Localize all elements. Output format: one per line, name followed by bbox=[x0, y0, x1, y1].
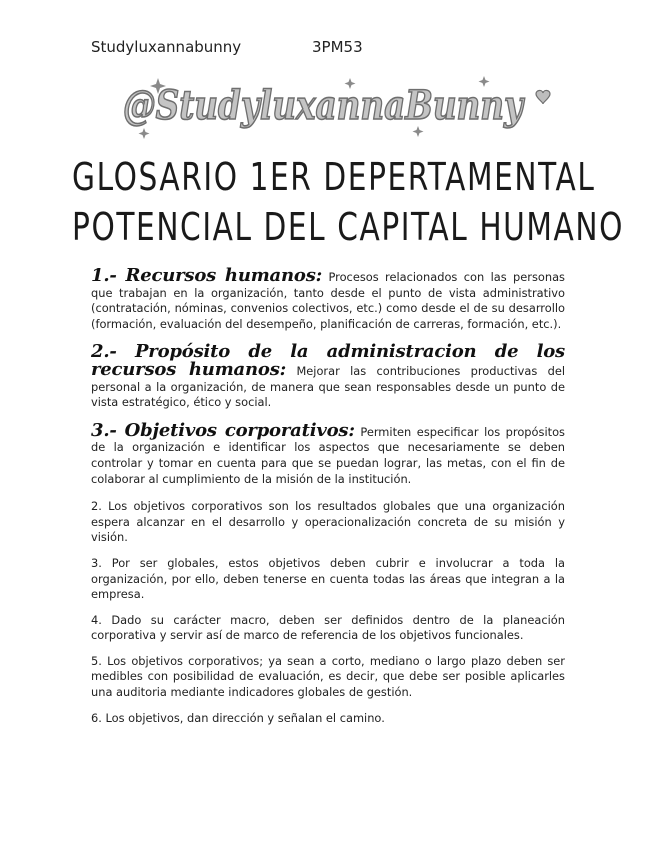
entry-heading: 3.- Objetivos corporativos: bbox=[91, 419, 355, 441]
entry-body: Procesos relacionados con las personas que trabajan en la organización, tanto desde el punto de vista administrativo (contratación, nóminas, convenios colectivos, etc.) como desde el de su desarrollo (formación, evaluación del desempeño, planificación de carreras, formación, etc.). bbox=[91, 270, 565, 331]
list-item: 6. Los objetivos, dan dirección y señalan el camino. bbox=[91, 710, 385, 725]
title-line-2: POTENCIAL DEL CAPITAL HUMANO bbox=[72, 205, 625, 249]
title-line-1: GLOSARIO 1ER DEPERTAMENTAL bbox=[72, 155, 596, 199]
document-title bbox=[0, 152, 655, 252]
entry-body: Permiten especificar los propósitos de la organización e identificar los aspectos que necesariamente se deben controlar y tomar en cuenta para que se puedan lograr, las metas, con el fin de colaborar al cumplimiento de la misión de la institución. bbox=[91, 424, 565, 486]
list-item: 3. Por ser globales, estos objetivos deben cubrir e involucrar a toda la organización, por ello, deben tenerse en cuenta todas las áreas que integran a la empresa. bbox=[91, 555, 565, 602]
header-group-code: 3PM53 bbox=[312, 38, 363, 56]
entry-heading: 2.- Propósito de la administracion de los recursos humanos: bbox=[91, 341, 565, 380]
entry-body: Mejorar las contribuciones productivas del personal a la organización, de manera que sean responsables desde un punto de vista estratégico, ético y social. bbox=[91, 363, 565, 410]
header-username: Studyluxannabunny bbox=[91, 38, 242, 56]
list-item: 4. Dado su carácter macro, deben ser definidos dentro de la planeación corporativa y servir así de marco de referencia de los objetivos funcionales. bbox=[91, 612, 565, 643]
glossary-content bbox=[91, 265, 565, 726]
list-item: 2. Los objetivos corporativos son los resultados globales que una organización espera alcanzar en el desarrollo y operacionalización concreta de su misión y visión. bbox=[91, 499, 565, 545]
page-header bbox=[91, 38, 363, 56]
glossary-entry-1 bbox=[91, 265, 565, 332]
logo-text: @StudyluxannaBunny bbox=[123, 82, 526, 129]
heart-icon bbox=[536, 90, 550, 104]
list-item: 5. Los objetivos corporativos; ya sean a corto, mediano o largo plazo deben ser medibles con posibilidad de evaluación, es decir, que debe ser posible aplicarles una auditoria mediante indicadores globales de gestión. bbox=[91, 653, 565, 700]
entry-heading: 1.- Recursos humanos: bbox=[91, 265, 323, 286]
glossary-entry-3 bbox=[91, 419, 565, 487]
glossary-entry-2 bbox=[91, 341, 565, 410]
studyluxannabunny-logo bbox=[100, 74, 550, 138]
